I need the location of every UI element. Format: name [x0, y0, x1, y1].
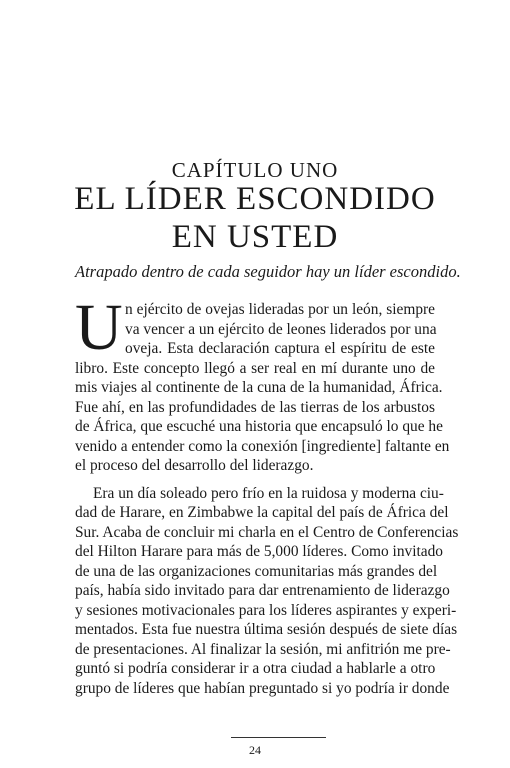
chapter-label: CAPÍTULO UNO: [171, 158, 339, 182]
chapter-title-line-1: EL LÍDER ESCONDIDO: [74, 181, 436, 217]
chapter-title-line-2: EN USTED: [171, 219, 339, 255]
text-line: el proceso del desarrollo del liderazgo.: [75, 457, 314, 474]
text-line: Era un día soleado pero frío en la ruidosa y moderna ciu-: [93, 484, 444, 502]
text-line: oveja. Esta declaración captura el espíritu de este: [125, 340, 435, 357]
body-text: [75, 291, 459, 698]
text-line: grupo de líderes que habían preguntado si yo podría ir donde: [75, 679, 450, 697]
text-line: guntó si podría considerar ir a otra ciudad a hablarle a otro: [75, 660, 436, 677]
text-line: país, había sido invitado para dar entrenamiento de liderazgo: [75, 582, 450, 599]
text-line: de una de las organizaciones comunitarias más grandes del: [75, 562, 438, 580]
text-line: Sur. Acaba de concluir mi charla en el Centro de Conferencias: [75, 523, 459, 541]
text-line: y sesiones motivacionales para los líderes aspirantes y experi-: [75, 601, 457, 619]
paragraph-2: [75, 484, 459, 699]
paragraph-1: [75, 291, 450, 476]
text-line: mentados. Esta fue nuestra última sesión después de siete días: [75, 621, 458, 638]
text-line: Fue ahí, en las profundidades de las tierras de los arbustos: [75, 398, 435, 416]
text-line: va vencer a un ejército de leones liderados por una: [125, 320, 437, 338]
chapter-title: [0, 180, 510, 256]
text-line: dad de Harare, en Zimbabwe la capital del país de África del: [75, 504, 449, 521]
epigraph: Atrapado dentro de cada seguidor hay un líder escondido.: [75, 262, 461, 281]
footer-rule: [231, 737, 326, 738]
drop-cap: U: [75, 291, 123, 364]
text-line: del Hilton Harare para más de 5,000 líderes. Como invitado: [75, 543, 443, 560]
text-line: venido a entender como la conexión [ingrediente] faltante en: [75, 437, 450, 455]
page-number: 24: [249, 743, 261, 757]
text-line: de presentaciones. Al finalizar la sesión, mi anfitrión me pre-: [75, 640, 451, 658]
text-line: de África, que escuché una historia que encapsuló lo que he: [75, 418, 443, 435]
text-line: n ejército de ovejas lideradas por un león, siempre: [125, 301, 435, 318]
text-line: mis viajes al continente de la cuna de la humanidad, África.: [75, 379, 443, 396]
text-line: libro. Este concepto llegó a ser real en mí durante uno de: [75, 359, 435, 377]
